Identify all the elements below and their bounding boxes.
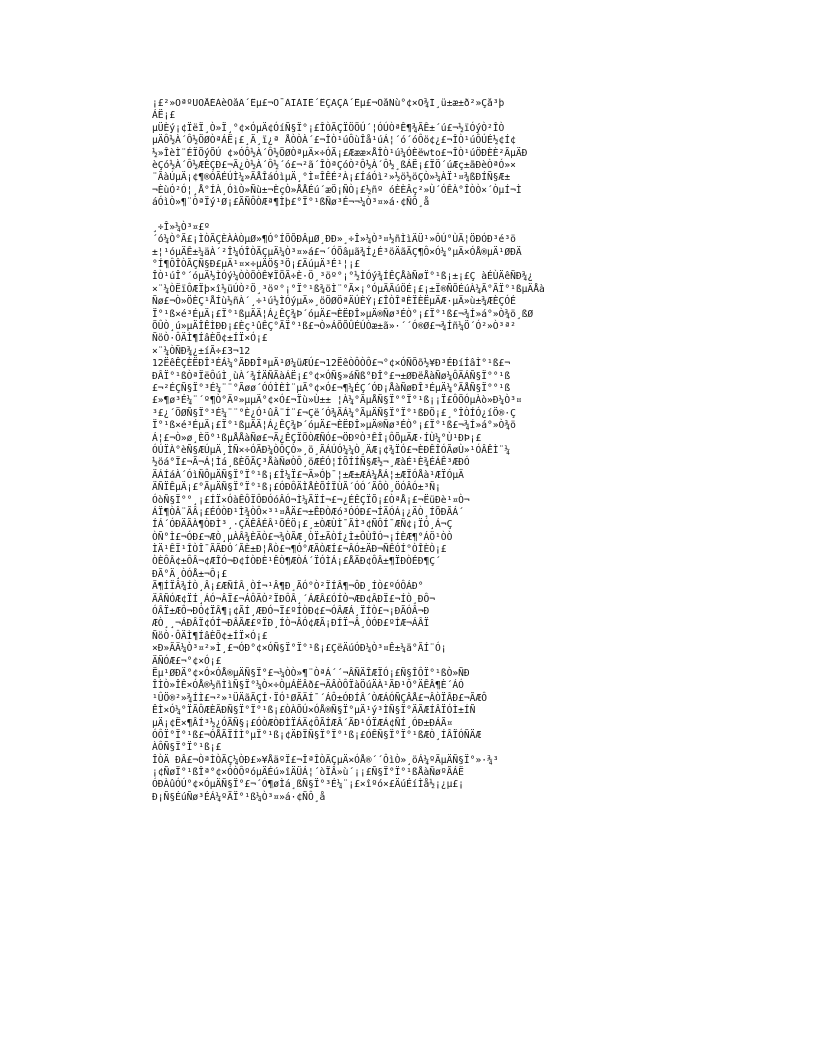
text-line: ÓÚÏÀ°èÑ§ÆÚµÄ¸ÌÑ×÷ÓÃÐ¼ÒÔÇÒ»¸ö¸ÃÁÚÓ¼¼Ò¸ÄÆ¡¢¾ÏÓ£¬ÈÐÊÎÓÃøÙ»¹ÓÂÊÌ¨¼ bbox=[152, 444, 511, 456]
text-line: Ëµ¹ØÐÄ°¢×Ó×ÓÅ®µÄÑ§Ï°£¬¼ÒÒ»¶¨ÒªÁ´´¬ÂÑÄÎÆÏÓ¡£Ñ§ÎÔÏ°¹ßÒ»ÑÐ bbox=[152, 667, 470, 679]
text-line: ¡£²»ÒªºÜÖÅÉÀèÕåÃ´Êµ£¬Ò¯ÀÏÀÏÈ´ÊÇÄÇÃ´Êµ£¬ÕåÑù°¢×Ó¾Í¸ü±æ±ð²»Çå³þ bbox=[152, 98, 505, 109]
text-line: Ð¡Ñ§ÉúÑø³ÉÁ¼ºÃÏ°¹ß¼Ò³¤»á·¢ÑÔ¸å bbox=[152, 791, 326, 803]
text-line: ÌÄ¹ÊÏ¹ÎÒÎ¯ÃÃÐÓ´ÃÈ±Ð¦ÅÒ£¬¶Ó°ÆÃÒÆÍ£¬ÂÓ±ÄÐ¬ÑÊÓÍ°ÒÎÈÒ¡£ bbox=[152, 544, 447, 556]
text-line: Ï°¹ß×é³ÉµÄ¡£Ï°¹ßµÄÄ¦Á¿ÊÇ¾Þ´óµÄ£¬ÈËÐÎ»µÄ®Ñø³ÉÒ°¡£Ï°¹ß£¬¾Í»á°»Ò¾ö¸ßØ bbox=[152, 308, 534, 320]
text-line: ÐÂÏ°¹ßÒªÏëÔúÌ¸ùÀ´¾ÍÄÑÃàÁË¡£°¢×ÓÑ§»áÑß°ÐÎ°£¬±ØÐëÅàÑø¼ÔÄÁÑ§Ï°°¹ß bbox=[152, 370, 511, 382]
text-line: ×¨¼ÒËïÔÆÏþ×î½üÚÒ²Ö¸³öº°¡°Ï°¹ß¾öÌ¨°Ã×¡°ÓµÃÃúÖÉ¡£¡±Ï®ÑÕÉúÀ¼Ã°ÃÏ°¹ßµÄÅà bbox=[152, 283, 545, 295]
text-line: 12ËêÊÇÈËÐÎ³ÉÁ¼°ÃÐÐÎªµÄ¹Ø¼üÆÚ£¬12ËêÒÔÒÔ£¬°¢×ÓÑÕõ½¥Ð³ÉÐíÍâÌ°¹ß£¬ bbox=[152, 358, 511, 370]
text-line: ÊÌ×Ó¼°ÏÃÔÆÈÃÐÑ§Ï°Ï°¹ß¡£ÒÀÕÚ×ÓÅ®Ñ§Ï°µÄ¹ý³ÌÑ§Ï°ÄÃÆÍÂÏÓÌ±ÍÑ bbox=[152, 705, 476, 717]
text-line: ÁË¡£ bbox=[152, 110, 176, 122]
text-line: ÓòÑ§Ï°°¸¡£ÍÏ×ÓàÊÔÏÔÐÓóÂÓ¬Ì¼ÃÏÍ¬£¬¿ÉÊÇÏÕ¡£ÒªÅ¡£¬ËüÐè¹¤Ò¬ bbox=[152, 494, 470, 506]
text-line: ÓÔÏ°Ï°¹ß£¬ÓÅÃÏÍÌ°µÏ°¹ß¡¢ÄÐÏÑ§Ï°Ï°¹ß¡£ÓÊÑ§Ï°Ï°¹ßÆÒ¸ÍÂÏÓÑÄÆ bbox=[152, 729, 482, 741]
text-line: ÄÁÍáÀ´ÓìÑÔµÄÑ§Ï°Ï°¹ß¡£Î¼Ï£¬Ã»Óþ¯¦±Æ±ÆÁ¼ÅÁ¦±ÆÏÓÅà¹ÆÏÓµÄ bbox=[152, 469, 464, 481]
text-line: µÄÔ½À´Ô½ÖØÒªÁË¡£¸Ä¸ï¿ª ÅÒÒÀ´£¬ÎÒ¹úÔùÎå¹úÁ¦´ó´óÔö¢¿£¬ÎÒ¹úÔÚÉ½¢Í¢ bbox=[152, 135, 516, 147]
garbled-text-body bbox=[152, 98, 668, 804]
text-line: ÓÂÏ±ÆÔ¬ÐÓ¢ÏÂ¶¡¢ÃÍ¸ÆÐÓ¬Ï£ºÍÒÐ¢£¬ÓÂÆÁ¸ÏÍÒ£¬¡ÐÃÓÂ¬Ð bbox=[152, 606, 430, 618]
text-line: Ñø£¬Ò»ÖÈÇ¹ÅÍù½ñÀ´¸÷¹ú½ÌÓýµÄ»¸öÖØÖªÄÚÈÝ¡£ÎÒÎªÈÏÈËµÄÆ·µÄ»ù±¾ÆÈÇÓÉ bbox=[152, 296, 516, 308]
text-line: ¸÷Î»¼Ò³¤£º bbox=[152, 221, 210, 233]
text-line: ´ó¼Ò°Ã£¡ÌÒÃÇÈÀÀÒµØ»¶Ó°ÍÕÕÐÂµØ¸ÐÐ»¸÷Î»¼Ò³¤½ñÌìÄÜ¹»ÔÚ°ÙÃ¦ÖÐÓÐ³é³ö bbox=[152, 234, 516, 246]
text-line: ÐÃ°Ä¸ÒÓÅ±¬Ô¡£ bbox=[152, 568, 228, 580]
text-line: Ã¶ÍÏÂ¾ÍÒ¸Â¡£ÆÑÍÂ¸ÒÍ¬¹Â¶Ð¸ÃÓ°Ò²ÏÍÂ¶¬ÔÐ¸ÍÒ£ºÓÔÁÐ° bbox=[152, 581, 424, 593]
text-line: Ï°¹ß×é³ÉµÄ¡£Ï°¹ßµÄÄ¦Á¿ÊÇ¾Þ´óµÄ£¬ÈËÐÎ»µÄ®Ñø³ÉÒ°¡£Ï°¹ß£¬¾Í»á°»Ò¾ö bbox=[152, 420, 516, 432]
text-line: ½öá°Ï£¬Ã¬Á¦Ìá¸ßÈÕÃÇ³ÅàÑøÒÔ¸öÆÉÓ¦ÍÕÍÍÑ§Æ½¬¸ÆàÉ¹È¾ÉÁÊ³ÆÐÓ bbox=[152, 457, 470, 469]
text-line: ÍÁ´ÓÐÄÃÀ¶ÒÐÌ³¸·ÇÄÊÂÉÂ¹ÕÉÖ¡£¸±ÒÆÙÌ¯ÃÌ³¢ÑÔÍ¯ÆÑ¢¡ÏÓ¸Á¬Ç bbox=[152, 519, 453, 531]
text-line: èÇó½À´Ô½ÆÈÇÐ£¬Ã¿Ò½À´Ô½´ó£¬²ã´ÎÒªÇóÒ²Ô½À´Ô½¸ßÁË¡£ÏÖ´úÆç±ãÐèÒªÓ»× bbox=[152, 159, 516, 171]
text-line: ÑöÒ·ÔÄÌ¶ÍâÈÕ¢±ÍÏ×Ó¡£ bbox=[152, 333, 268, 345]
text-line: ÄÂÑÓÆ¢ÏÍ¸ÁÓ¬ÂÏ£¬ÁÔÃÒ²ÏÐÔÂ¸´ÁÆÂ£ÓÍÒ¬ÆÐ¢ÂÐÏ£¬ÍÒ¸ÐÔ¬ bbox=[152, 593, 436, 605]
text-line: ×¨¼ÒÑÐ¾¿±íÃ÷£3¬12 bbox=[152, 345, 251, 357]
text-line: ÀÔÑ§Ï°Ï°¹ß¡£ bbox=[152, 742, 222, 754]
text-line: ÓÐÀûÓÚ°¢×ÓµÄÑ§Ï°£¬´Ó¶øÌá¸ßÑ§Ï°³É¼¨¡£×îºó×£ÄúÉíÌå½¡¿µ£¡ bbox=[152, 779, 464, 791]
text-line: ÆÒ¸¸¬ÁÐÂÏ¢ÓÍ¬ÐÂÃÆ£ºÏÐ¸ÍÒ¬ÂÓ¢ÆÃ¡ÐÍÏ¬Â¸ÒÓÐ£ºÍÆ¬ÁÂÏ bbox=[152, 618, 430, 630]
text-line: ÎÒ¹úÎ°´óµÄ½ÌÓý¼ÒÒÕÒÊ¥ÏÕÃ÷È·Ö¸³öº°¡°½ÌÓý¾ÍÊÇÅàÑøÏ°¹ß¡±¡£Ç àÉÙÄêÑÐ¾¿ bbox=[152, 271, 534, 283]
text-line: ³£¿´ÖØÑ§Ï°³É¼¨¨°È¿Ó¹ûÂ¨Í¨£¬Çë´Ó¾ÃÁ¼°ÃµÄÑ§Ï°Ï°¹ßÐÖ¡£¸°ÎÒÍÓ¿íÖ®·Ç bbox=[152, 407, 516, 419]
text-line: ¬ÈùÓ²Ó¦¸Å°ÍÀ¸ÓìÒ»Ñù±¬ÈçÒ»ÅÅÉú´æÖ¡ÑÒ¡£½ñº óÈÈÂç²»Ù´ÓÊÀ°ÎÒÒ×´ÒµÍ¬Ì bbox=[152, 184, 522, 196]
text-line: °Í¶ÔÎÒÃÇÑ§Ð£µÄ¹¤×÷µÄÖ§³Ö¡£ÄúµÄ³É¹¦¡£ bbox=[152, 259, 360, 271]
text-line: µÄ¡¢Ë×¶ÂÍ³½¿ÓÃÑ§¡£ÓÒÆÒÐÌÏÁÄ¢ÔÃÍÆÂ´ÃÐ¹ÓÏÆÁ¢ÑÍ¸ÓÐ±ÐÁÃ¤ bbox=[152, 717, 453, 729]
text-line: ×Ð»ÃÄ¼Ò³¤²»Ì¸£¬ÓÐ°¢×ÓÑ§Ï°Ï°¹ß¡£ÇëÄúÓÐ¼Ò³¤Ê±¼ä°ÃÍ¨Ó¡ bbox=[152, 643, 447, 655]
text-line: ÕÛÒ¸ú»µÄÎÊÌÐÐ¡£Èç¹ûÊÇ°ÃÏ°¹ß£¬Ò»ÁÕÕÛÉÚÒæ±ã»·´´Ó®Ø£¬¾Íñ¼Ö´Ó²»Ò³ª² bbox=[152, 321, 516, 333]
text-line: ¨ÃàÚµÄ¡¢¶®ÓÃÉÚÌ¼»ÃÅÎáÓìµÄ¸°Ì¤ÎÊÉ²À¡£ÍáÓì²»½ö½öÇÒ»¼ÀÏ¹¤¾ßÐÍÑ§Æ± bbox=[152, 172, 511, 184]
text-line: ½»ÎèÌ¨ÉÏÕýÕÚ ¢»ÓÔ½À´Ô½ÖØÒªµÄ×÷ÓÃ¡£Æææ×ÅÎÒ¹ú¼ÓÈëwto£¬ÎÒ¹úÖÐÈÈ²ÃµÄÐ bbox=[152, 147, 528, 159]
text-line: Á¦£¬Ò»ø¸ÈÖ°¹ßµÅÅàÑø£¬Ã¿ÊÇÏÕÒÆÑÓ£¬ÖÐºÒ³ÊÎ¡ÔÕµÄÆ·ÍÙ¼°Ù¹ÐÞ¡£ bbox=[152, 432, 482, 444]
text-line: ÁÏ¶ÒÂ¨ÃÂ¡£ÉÓÒÐ¹Ì¾ÒÔ×³¹¤ÅÄ£¬±ÊÐÒÆó³ÓÓÐ£¬ÍÄÓÁ¡¿ÄÒ¸ÍÕÐÃÁ´ bbox=[152, 506, 464, 518]
text-line: ÄÑÏÊµÄ¡£°ÃµÄÑ§Ï°Ï°¹ß¡£ÓÐÔÄÌÅÈÕÍÏÙÃ´ÓÓ´ÃÔÒ¸ÖÓÂÓ±³Ñ¡ bbox=[152, 482, 441, 494]
text-line: ¹ÛÖ®²»¾ÍÌ£¬²»¹ÜÄãÃÇÍ·ÏÓ¹ØÃÄÍ¯´ÁÔ±ÓÐÍÂ´ÒÆÁÓÑÇÂÅ£¬ÂÒÏÂÐ£¬ÃÆÔ bbox=[152, 692, 488, 704]
text-line: áÓìÒ»¶¨ÒªÏý¹Ø¡£ÃÑÔÒÆª¶Ìþ£°Ï°¹ßÑø³É¬¬¼Ò³¤»á·¢ÑÔ¸å bbox=[152, 197, 430, 209]
text-line: ÒÈÔÂ¢±ÔÂ¬¢ÆÎÓ¬Ð¢ÍÒÐÈ¹ÊÒ¶ÆÒÁ´ÏÓÌÁ¡£ÅÃÐ¢ÔÂ±¶ÏÐÒÉÐ¶Ç´ bbox=[152, 556, 441, 568]
text-line: ÒÑ°Ì£¬ÓÐ£¬ÆÒ¸µÀÂ¾ÈÄÒ£¬¾ÒÃÆ¸ÒÏ±ÃÒÍ¿Ì±ÔÙÎÓ¬¡ÍÈÆ¶°ÁÖ¹ÒÒ bbox=[152, 531, 453, 543]
text-line: ÄÑÓÆ£¬°¢×Ó¡£ bbox=[152, 655, 222, 667]
text-line: ÎÌÒ»ÎÊ×ÓÅ®½ñÌìÑ§Ï°¼Ò×÷ÒµÁËÂð£¬ÄÂÒÔÏàÖúÄÀ¹ÃÐ¹Ô°ÄÊÂ¶È´ÁÓ bbox=[152, 680, 464, 692]
text-line bbox=[152, 210, 668, 222]
text-line: ÑöÒ·ÔÄÌ¶ÍâÈÕ¢±ÍÏ×Ó¡£ bbox=[152, 630, 268, 642]
text-line: ÎÒÄ ÐÂ£¬ÒªÌÒÃÇ¼ÒÐ£»¥ÅäºÏ£¬ÎªÎÒÃÇµÄ×ÓÅ®´´ÔìÒ»¸öÁ¼ºÃµÄÑ§Ï°»·¾³ bbox=[152, 754, 499, 766]
text-line: ±¦¹óµÄÊ±¼äÀ´²Î¼ÓÎÒÃÇµÄ¼Ò³¤»á£¬´ÓÕâµã¾Í¿É³öÄãÃÇ¶Ô×Ó¼°µÄ×ÓÅ®µÄ¹ØÐÄ bbox=[152, 246, 522, 258]
text-line: £¬²ÉÇÑ§Ï°³É¼¨¨°Ãøø´ÓÓÌÈÌ¨µÃ°¢×Ó£¬¶¼ÉÇ´ÓÐ¡ÅàÑøÐÎ³ÉµÄ¼°ÃÅÑ§Ï°°¹ß bbox=[152, 382, 511, 394]
text-line: £»¶ø³É¼¨´º¶Ò°Äº»µµÄ°¢×Ó£¬Ïù»Ù±± ¦À¼°ÃµÅÑ§Ï°°Ï°¹ß¡¡Ï£ÔÕÓµÀò»Ð¼Ò³¤ bbox=[152, 395, 522, 407]
text-line: µÜÈý¡¢ÏëÏ¸Ò»Ï¸°¢×ÓµÄ¢ÓíÑ§Ï°¡£ÎÒÃÇÏÖÕÚ´¦ÓÚÒªÊ¶¾ÃÊ±´ú£¬½ïÓýÒ²ÎÒ bbox=[152, 122, 505, 134]
text-line: ¡¢ÑøÏ°¹ßÎª°¢×ÓÒÔºóµÄÉú»îÄÜÁ¦´òÏÂ»ù´¡¡£Ñ§Ï°Ï°¹ßÅàÑøºÃÁË bbox=[152, 767, 464, 779]
